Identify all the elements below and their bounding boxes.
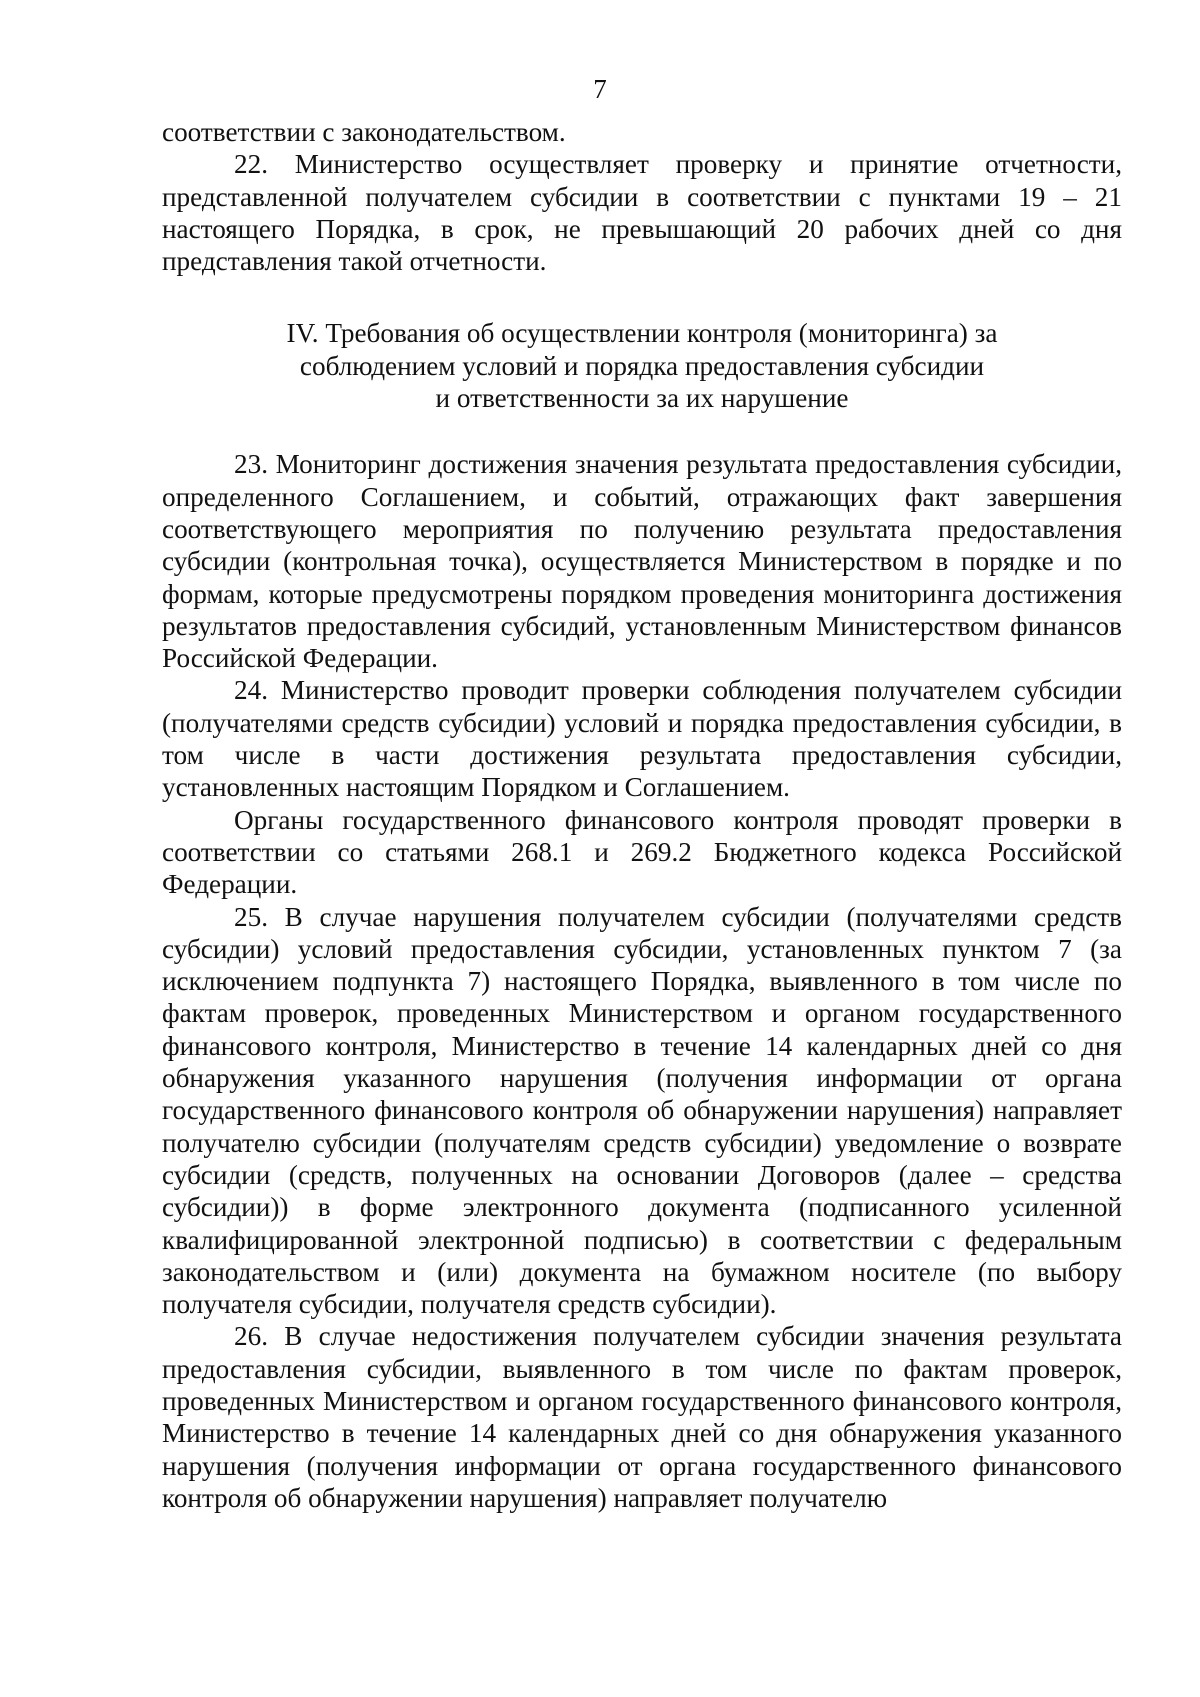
document-body: [162, 116, 1122, 1514]
section-heading-line: IV. Требования об осуществлении контроля (мониторинга) за: [286, 318, 998, 349]
paragraph-continuation: соответствии с законодательством.: [162, 117, 566, 147]
paragraph-25: 25. В случае нарушения получателем субсидии (получателями средств субсидии) условий предоставления субсидии, установленных пунктом 7 (за исключением подпункта 7) настоящего Порядка, выявленного в том числе по фактам проверок, проведенных Министерством и органом государственного финансового контроля, Министерство в течение 14 календарных дней со дня обнаружения указанного нарушения (получения информации от органа государственного финансового контроля об обнаружении нарушения) направляет получателю субсидии (получателям средств субсидии) уведомление о возврате субсидии (средств, полученных на основании Договоров (далее – средства субсидии)) в форме электронного документа (подписанного усиленной квалифицированной электронной подписью) в соответствии с федеральным законодательством и (или) документа на бумажном носителе (по выбору получателя субсидии, получателя средств субсидии).: [162, 901, 1122, 1320]
paragraph-state-control: Органы государственного финансового контроля проводят проверки в соответствии со статьями 268.1 и 269.2 Бюджетного кодекса Российской Федерации.: [162, 804, 1122, 900]
section-heading-line: соблюдением условий и порядка предоставления субсидии: [299, 350, 985, 381]
paragraph-26: 26. В случае недостижения получателем субсидии значения результата предоставления субсидии, выявленного в том числе по фактам проверок, проведенных Министерством и органом государственного финансового контроля, Министерство в течение 14 календарных дней со дня обнаружения указанного нарушения (получения информации от органа государственного финансового контроля об обнаружении нарушения) направляет получателю: [162, 1321, 1122, 1513]
section-heading: [162, 317, 1122, 414]
paragraph-22: 22. Министерство осуществляет проверку и принятие отчетности, представленной получателем субсидии в соответствии с пунктами 19 – 21 настоящего Порядка, в срок, не превышающий 20 рабочих дней со дня представления такой отчетности.: [162, 149, 1122, 277]
paragraph-24: 24. Министерство проводит проверки соблюдения получателем субсидии (получателями средств субсидии) условий и порядка предоставления субсидии, в том числе в части достижения результата предоставления субсидии, установленных настоящим Порядком и Соглашением.: [162, 675, 1122, 803]
section-heading-line: и ответственности за их нарушение: [435, 383, 849, 414]
page-number: 7: [593, 74, 607, 104]
paragraph-23: 23. Мониторинг достижения значения результата предоставления субсидии, определенного Соглашением, и событий, отражающих факт завершения соответствующего мероприятия по получению результата предоставления субсидии (контрольная точка), осуществляется Министерством в порядке и по формам, которые предусмотрены порядком проведения мониторинга достижения результатов предоставления субсидий, установленным Министерством финансов Российской Федерации.: [162, 449, 1122, 674]
